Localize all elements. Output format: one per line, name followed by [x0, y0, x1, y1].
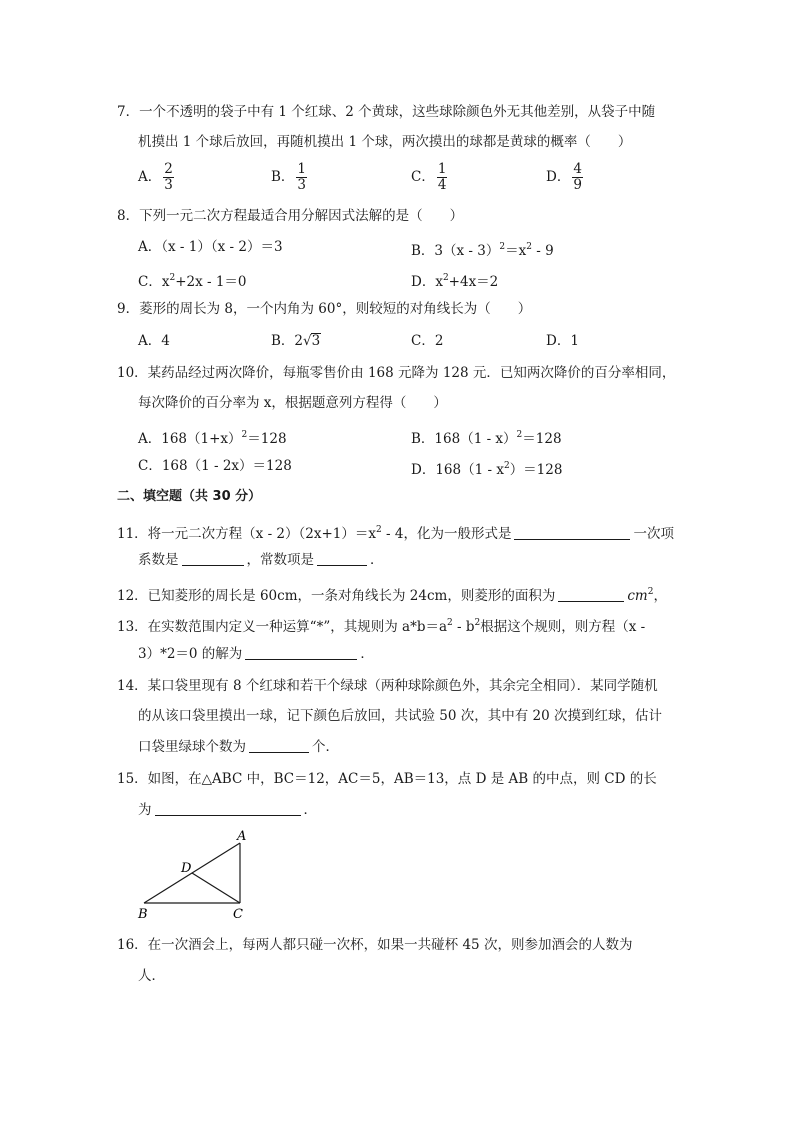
q13-line2: 3）*2＝0 的解为 ．: [138, 646, 374, 662]
q7-option-c: C． $\frac{1}{4}$: [411, 161, 447, 193]
q10-option-b: B．168（1 - x）$^2$＝128: [411, 430, 562, 447]
q14-line2: 的从该口袋里摸出一球，记下颜色后放回，共试验 50 次，其中有 20 次摸到红球，估计: [138, 708, 663, 724]
q13-blank-solution[interactable]: [245, 645, 357, 660]
q9-option-a: A．4: [138, 333, 170, 349]
q8-line1: 8．下列一元二次方程最适合用分解因式法解的是（ ）: [117, 208, 464, 224]
q11-blank-coefficient[interactable]: [182, 551, 244, 566]
q8-option-c: C．$x^2+2x - 1=0$: [138, 273, 247, 290]
q8-option-d: D．$x^2+4x=2$: [411, 273, 499, 290]
q14-blank-green-balls[interactable]: [249, 738, 309, 753]
q7-line1: 7．一个不透明的袋子中有 1 个红球、2 个黄球，这些球除颜色外无其他差别，从袋子中随: [117, 104, 656, 120]
q11-blank-constant[interactable]: [317, 551, 367, 566]
segment-cd: [192, 873, 240, 903]
q9-option-b: B．2√3: [271, 333, 321, 349]
q10-option-a: A．$168(1+x)^2=128$: [138, 430, 287, 447]
q11-line2: 系数是 ，常数项是 ．: [138, 552, 384, 568]
q16-line1: 16．在一次酒会上，每两人都只碰一次杯，如果一共碰杯 45 次，则参加酒会的人数为: [117, 937, 633, 953]
q14-line1: 14．某口袋里现有 8 个红球和若干个绿球（两种球除颜色外，其余完全相同）．某同学随机: [117, 678, 658, 694]
label-c: C: [233, 907, 243, 922]
q10-line1: 10．某药品经过两次降价，每瓶零售价由 168 元降为 128 元．已知两次降价的百分率相同，: [117, 365, 676, 381]
q14-line3: 口袋里绿球个数为 个．: [138, 739, 339, 755]
sqrt-symbol: √: [303, 333, 312, 349]
q7-option-b: B． $\frac{1}{3}$: [271, 161, 307, 193]
q13-line1: 13．在实数范围内定义一种运算“*”，其规则为 $a*b=a^2 - b^2$根据这个规则，则方程（x -: [117, 618, 646, 635]
q11-blank-general-form[interactable]: [514, 525, 630, 540]
q7-option-a: A． $\frac{2}{3}$: [138, 161, 173, 193]
triangle-figure: [130, 826, 260, 926]
q9-option-d: D．1: [546, 333, 579, 349]
q8-option-b: B．$3(x - 3)^2=x^2 - 9$: [411, 242, 554, 259]
label-a: A: [237, 829, 247, 844]
label-d: D: [181, 861, 192, 876]
q10-option-c: C．168（1 - 2x）＝128: [138, 458, 292, 474]
q8-option-a: A．（x - 1）（x - 2）＝3: [138, 239, 283, 255]
q16-line2: 人．: [138, 968, 165, 984]
section-title-fill-in: 二、填空题（共 30 分）: [117, 489, 262, 504]
q7-line2: 机摸出 1 个球后放回，再随机摸出 1 个球，两次摸出的球都是黄球的概率（ ）: [138, 134, 632, 150]
q10-option-d: D．$168(1 - x^2)=128$: [411, 461, 563, 478]
q11-line1: 11．将一元二次方程$(x - 2)(2x+1)=x^2 - 4$，化为一般形式是 一次项: [117, 525, 674, 542]
q15-line2: 为 ．: [138, 802, 317, 818]
q7-option-d: D． $\frac{4}{9}$: [546, 161, 582, 193]
q12-line: 12．已知菱形的周长是 60cm，一条对角线长为 24cm，则菱形的面积为 $cm^2$，: [117, 587, 667, 604]
q12-blank-area[interactable]: [558, 587, 624, 602]
q9-option-c: C．2: [411, 333, 444, 349]
label-b: B: [138, 907, 148, 922]
q15-line1: 15．如图，在△ABC 中，BC＝12，AC＝5，AB＝13，点 D 是 AB 的中点，则 CD 的长: [117, 771, 657, 787]
q15-blank-cd-length[interactable]: [155, 801, 301, 816]
q9-line1: 9．菱形的周长为 8，一个内角为 60°，则较短的对角线长为（ ）: [117, 301, 532, 317]
q10-line2: 每次降价的百分率为 x，根据题意列方程得（ ）: [138, 395, 447, 411]
